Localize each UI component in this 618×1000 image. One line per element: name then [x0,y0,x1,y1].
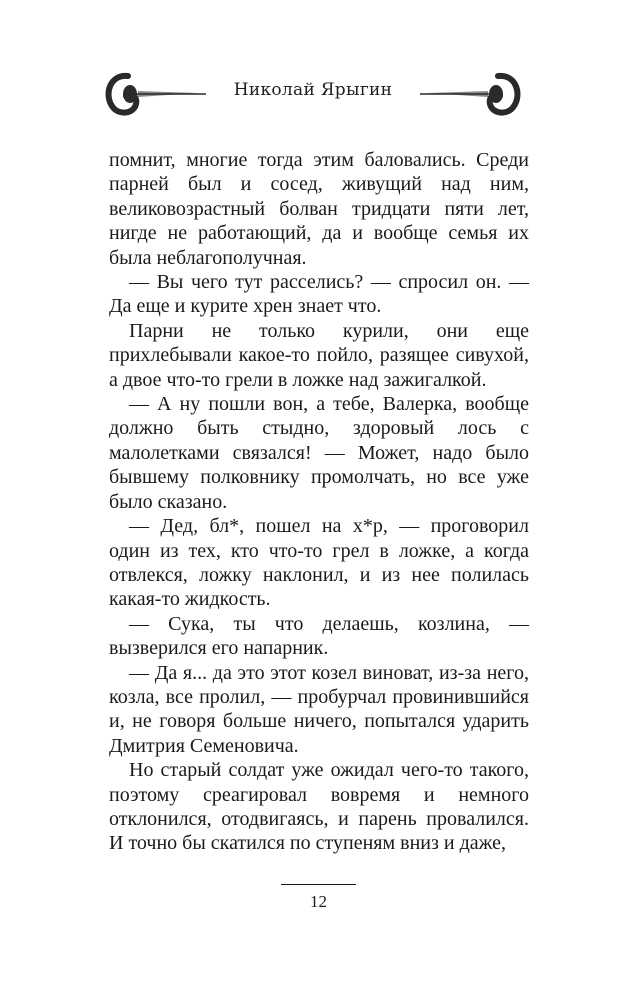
footer-divider [281,884,356,885]
paragraph: — Дед, бл*, пошел на х*р, — проговорил один из тех, кто что-то грел в ложке, а когда отвлекся, ложку наклонил, и из нее полилась какая-то жидкость. [109,515,529,611]
page-number: 12 [310,892,327,911]
paragraph: — Вы чего тут расселись? — спросил он. — Да еще и курите хрен знает что. [109,271,529,318]
right-ornament-icon [418,66,528,122]
paragraph: — Да я... да это этот козел виноват, из-за него, козла, все пролил, — пробурчал провинившийся и, не говоря больше ничего, попытался ударить Дмитрия Семеновича. [109,661,529,757]
author-name: Николай Ярыгин [233,80,393,100]
paragraph: — А ну пошли вон, а тебе, Валерка, вообще должно быть стыдно, здоровый лось с малолетками связался! — Может, надо было бывшему полковнику промолчать, но все уже было сказано. [109,393,529,513]
paragraph: Но старый солдат уже ожидал чего-то такого, поэтому среагировал вовремя и немного отклонился, отодвигаясь, и парень провалился. И точно бы скатился по ступеням вниз и даже, [109,759,529,855]
running-header [108,66,518,122]
paragraph: — Сука, ты что делаешь, козлина, — вызверился его напарник. [109,612,529,660]
paragraph: помнит, многие тогда этим баловались. Среди парней был и сосед, живущий над ним, великовозрастный болван тридцати пяти лет, нигде не работающий, да и вообще семья их была неблагополучная. [109,149,529,269]
paragraph: Парни не только курили, они еще прихлебывали какое-то пойло, разящее сивухой, а двое что-то грели в ложке над зажигалкой. [109,319,529,391]
body-text [109,148,529,856]
